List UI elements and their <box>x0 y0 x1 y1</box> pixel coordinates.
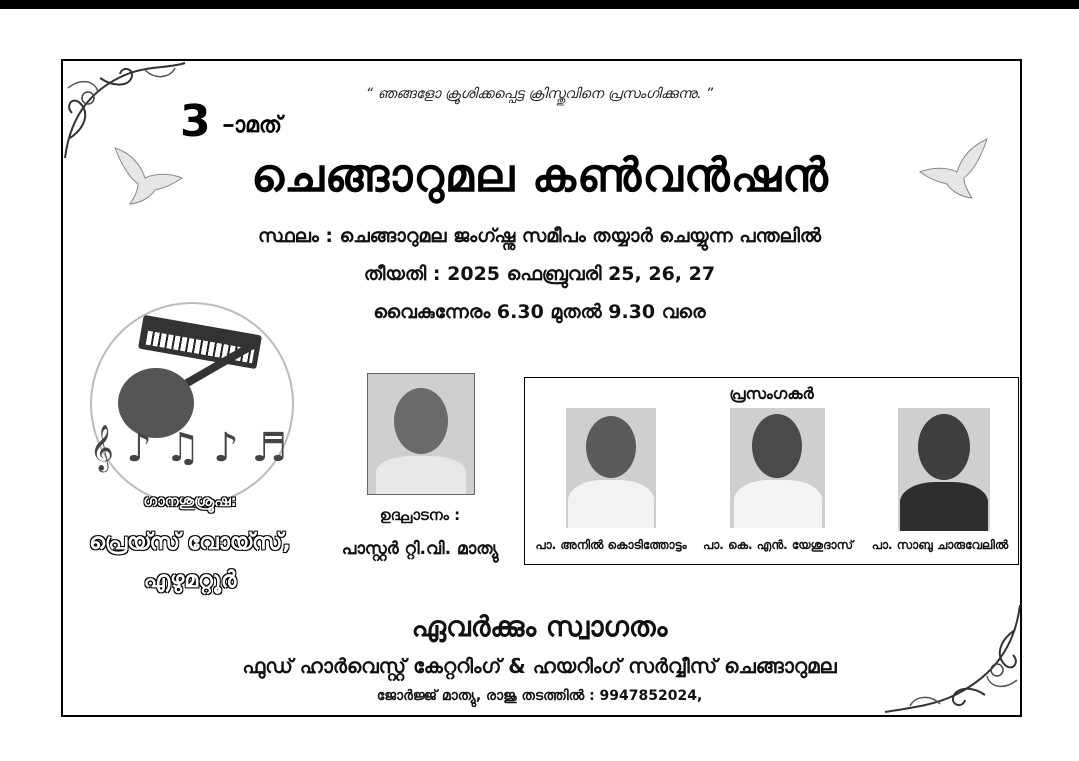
edition-ordinal: –ാമത് <box>223 113 282 138</box>
bible-quote: “ ഞങ്ങളോ ക്രൂശിക്കപ്പെട്ട ക്രിസ്തുവിനെ പ്രസംഗിക്കുന്നു. ” <box>365 86 714 102</box>
welcome-message: ഏവർക്കും സ്വാഗതം <box>411 610 668 643</box>
contact-line: ജോർജ്ജ് മാത്യു, രാജു തടത്തിൽ : 9947852024, <box>376 688 703 704</box>
inaugurator-name: പാസ്റ്റർ റ്റി.വി. മാത്യു <box>341 539 499 559</box>
inauguration-label: ഉദ്ഘാടനം : <box>379 506 461 524</box>
speaker-name: പാ. കെ. എൻ. യേശുദാസ് <box>702 538 854 552</box>
top-border-bar <box>0 0 1079 9</box>
venue-line: സ്ഥലം : ചെങ്ങാറുമല ജംഗ്ഷ്നു സമീപം തയ്യാർ ചെയ്യുന്ന പന്തലിൽ <box>257 225 822 247</box>
date-line: തീയതി : 2025 ഫെബ്രുവരി 25, 26, 27 <box>363 263 716 285</box>
music-ministry-label: ഗാനശുശ്രൂഷ: <box>143 492 237 510</box>
music-group-name-line1: പ്രെയ്സ് വോയ്സ്, <box>89 530 291 555</box>
speaker-name: പാ. അനിൽ കൊടിത്തോട്ടം <box>535 538 687 552</box>
caterer-line: ഫുഡ് ഹാർവെസ്റ്റ് കേറ്ററിംഗ് & ഹയറിംഗ് സർവ്വീസ് ചെങ്ങാറുമല <box>242 654 837 678</box>
inaugurator-photo <box>367 373 475 495</box>
speaker-photo <box>730 408 825 528</box>
speakers-heading: പ്രസംഗകർ <box>729 384 814 403</box>
speaker-name: പാ. സാബു ചാരുവേലിൽ <box>871 538 1009 552</box>
time-line: വൈകുന്നേരം 6.30 മുതൽ 9.30 വരെ <box>373 301 706 323</box>
convention-title: ചെങ്ങാറുമല കൺവൻഷൻ <box>251 148 829 202</box>
speaker-photo <box>898 408 990 531</box>
edition-number: 3 <box>180 96 211 147</box>
music-group-name-line2: എഴുമറ്റൂർ <box>143 568 237 593</box>
speaker-photo <box>566 408 656 528</box>
music-notes-icon: 𝄞 ♪ ♫ ♪ ♬ <box>90 425 288 471</box>
